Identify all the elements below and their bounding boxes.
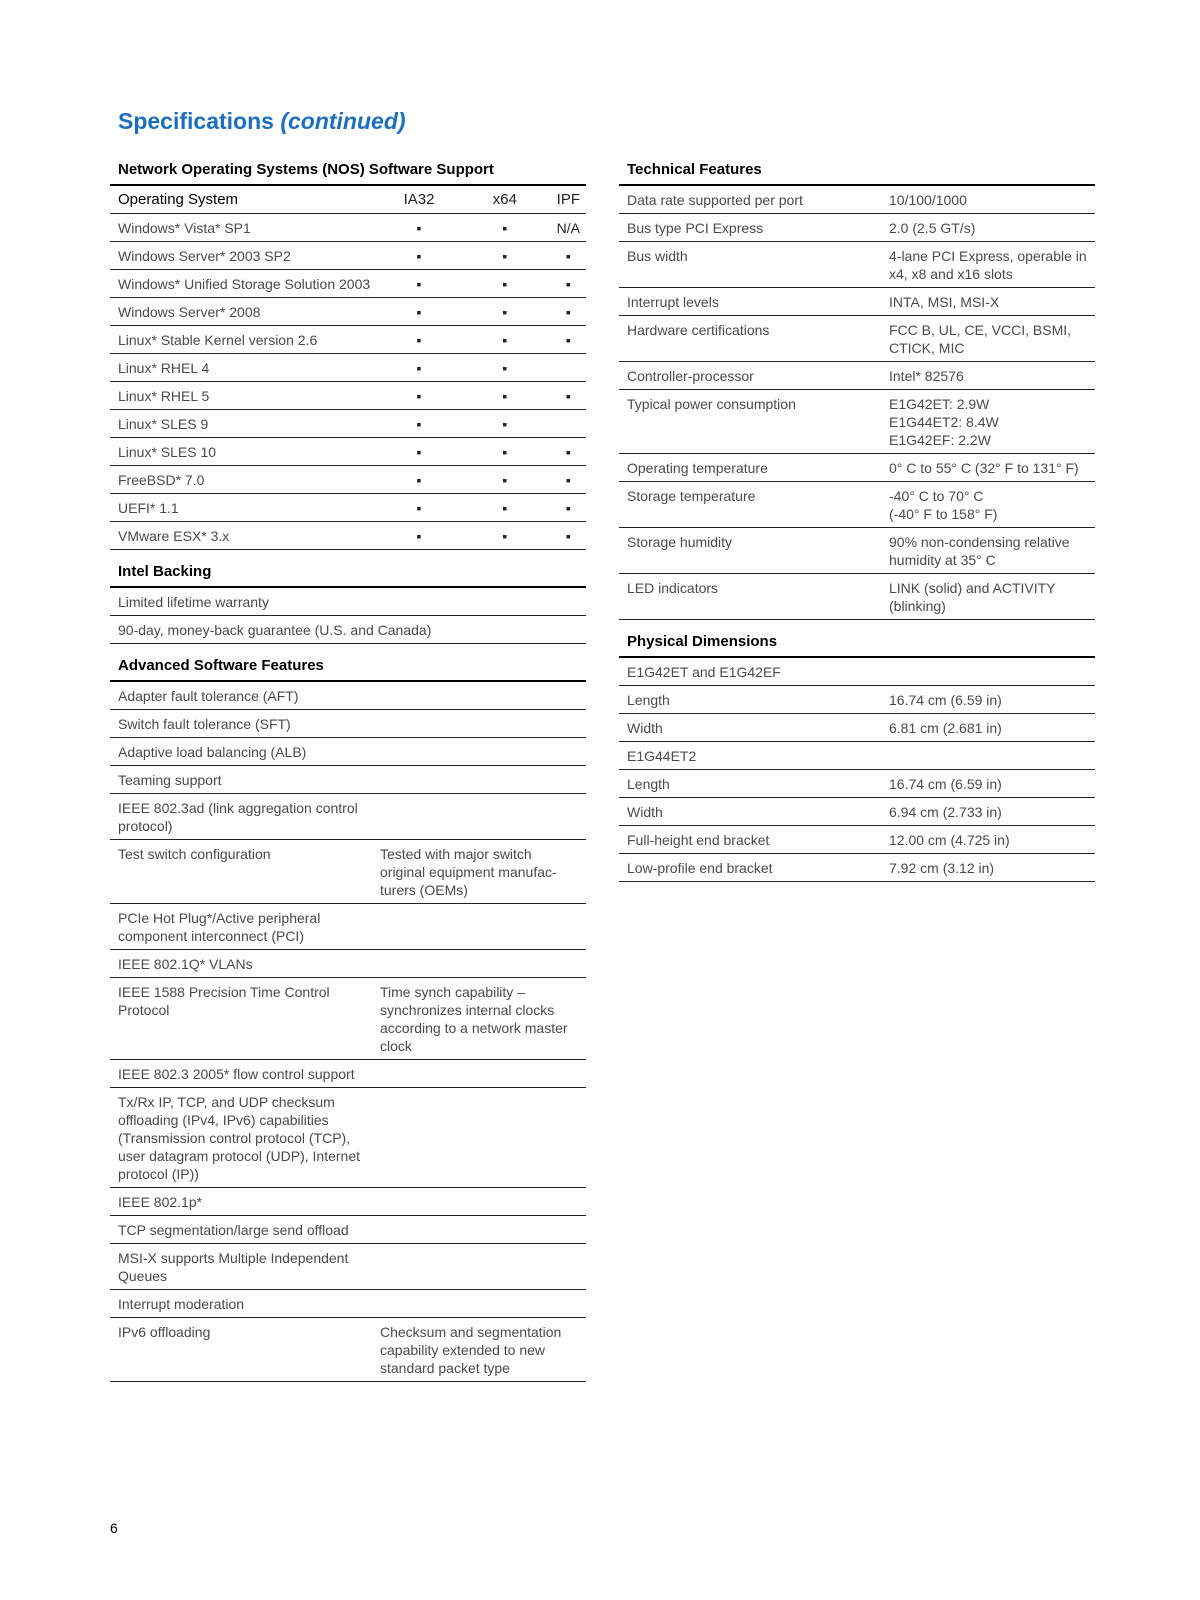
feature-note-cell [372, 1244, 586, 1290]
support-mark-cell: ▪ [377, 214, 459, 242]
dimension-value-cell [881, 658, 1095, 686]
spec-label-cell: Controller-processor [619, 362, 881, 390]
spec-value-cell: 10/100/1000 [881, 186, 1095, 214]
table-row [110, 1188, 586, 1216]
os-name-cell: Linux* RHEL 4 [110, 354, 377, 382]
feature-name-cell: Teaming support [110, 766, 372, 794]
dimension-label-cell: Low-profile end bracket [619, 854, 881, 882]
table-row [619, 214, 1095, 242]
spec-label-cell: Storage humidity [619, 528, 881, 574]
table-row [110, 738, 586, 766]
spec-value-cell: E1G42ET: 2.9W E1G44ET2: 8.4W E1G42EF: 2.2W [881, 390, 1095, 454]
support-mark-cell: ▪ [459, 410, 549, 438]
table-row [619, 770, 1095, 798]
table-row [110, 410, 586, 438]
spec-label-cell: Bus width [619, 242, 881, 288]
page-title-text: Specifications [118, 108, 274, 134]
table-row [110, 904, 586, 950]
table-row [619, 574, 1095, 620]
feature-name-cell: TCP segmentation/large send offload [110, 1216, 372, 1244]
support-mark-cell [549, 410, 586, 438]
support-mark-cell: ▪ [377, 326, 459, 354]
dimension-label-cell: Width [619, 798, 881, 826]
support-mark-cell [549, 354, 586, 382]
support-mark-cell: ▪ [459, 354, 549, 382]
feature-note-cell [372, 682, 586, 710]
support-mark-cell: ▪ [549, 270, 586, 298]
support-mark-cell: ▪ [549, 298, 586, 326]
table-row [110, 382, 586, 410]
nos-section-title: Network Operating Systems (NOS) Software Support [110, 160, 586, 186]
feature-note-cell: Time synch capability – synchronizes internal clocks according to a network master clock [372, 978, 586, 1060]
table-row [110, 1060, 586, 1088]
support-mark-cell: ▪ [459, 298, 549, 326]
feature-name-cell: Adaptive load balancing (ALB) [110, 738, 372, 766]
os-name-cell: Windows Server* 2003 SP2 [110, 242, 377, 270]
table-row [619, 316, 1095, 362]
support-mark-cell: ▪ [549, 382, 586, 410]
dimension-label-cell: Width [619, 714, 881, 742]
spec-label-cell: LED indicators [619, 574, 881, 620]
support-mark-cell: ▪ [459, 494, 549, 522]
support-mark-cell: ▪ [459, 242, 549, 270]
spec-value-cell: -40° C to 70° C (-40° F to 158° F) [881, 482, 1095, 528]
support-mark-cell: ▪ [459, 438, 549, 466]
spec-value-cell: INTA, MSI, MSI-X [881, 288, 1095, 316]
dimension-label-cell: Length [619, 770, 881, 798]
feature-name-cell: Adapter fault tolerance (AFT) [110, 682, 372, 710]
support-mark-cell: ▪ [377, 270, 459, 298]
table-row [110, 766, 586, 794]
table-row [110, 978, 586, 1060]
os-name-cell: Windows* Unified Storage Solution 2003 [110, 270, 377, 298]
table-row [110, 298, 586, 326]
table-row [110, 840, 586, 904]
table-row [110, 326, 586, 354]
feature-name-cell: IEEE 802.3 2005* flow control support [110, 1060, 372, 1088]
table-row [110, 1216, 586, 1244]
support-mark-cell: ▪ [459, 270, 549, 298]
table-row [110, 950, 586, 978]
advanced-software-table [110, 682, 586, 1382]
feature-name-cell: IEEE 1588 Precision Time Control Protocol [110, 978, 372, 1060]
support-mark-cell: ▪ [377, 466, 459, 494]
technical-features-title: Technical Features [619, 160, 1095, 186]
os-name-cell: Windows Server* 2008 [110, 298, 377, 326]
table-row [619, 686, 1095, 714]
spec-value-cell: 0° C to 55° C (32° F to 131° F) [881, 454, 1095, 482]
support-mark-cell: ▪ [549, 326, 586, 354]
dimension-label-cell: Full-height end bracket [619, 826, 881, 854]
nos-header-row [110, 186, 586, 214]
table-row [110, 354, 586, 382]
left-column [110, 160, 586, 1382]
spec-label-cell: Data rate supported per port [619, 186, 881, 214]
dimension-value-cell: 12.00 cm (4.725 in) [881, 826, 1095, 854]
table-row [110, 682, 586, 710]
feature-note-cell: Checksum and segmentation capability extended to new standard packet type [372, 1318, 586, 1382]
table-row [110, 466, 586, 494]
os-name-cell: Linux* RHEL 5 [110, 382, 377, 410]
advanced-software-title: Advanced Software Features [110, 656, 586, 682]
table-row [619, 742, 1095, 770]
support-mark-cell: ▪ [377, 494, 459, 522]
table-row [110, 214, 586, 242]
support-mark-cell: ▪ [377, 382, 459, 410]
spec-label-cell: Interrupt levels [619, 288, 881, 316]
nos-header-cell: IPF [549, 186, 586, 214]
table-row [110, 438, 586, 466]
support-mark-cell: ▪ [549, 522, 586, 550]
os-name-cell: Linux* Stable Kernel version 2.6 [110, 326, 377, 354]
nos-table [110, 186, 586, 550]
support-mark-cell: ▪ [377, 438, 459, 466]
table-row [110, 494, 586, 522]
support-mark-cell: ▪ [549, 438, 586, 466]
spec-value-cell: 4-lane PCI Express, operable in x4, x8 and x16 slots [881, 242, 1095, 288]
table-row [110, 242, 586, 270]
table-row [110, 270, 586, 298]
physical-dimensions-table [619, 658, 1095, 882]
feature-note-cell [372, 1060, 586, 1088]
table-row [110, 1244, 586, 1290]
table-row [110, 1318, 586, 1382]
page-number: 6 [110, 1520, 118, 1536]
spec-value-cell: 90% non-condensing relative humidity at 35° C [881, 528, 1095, 574]
feature-note-cell [372, 766, 586, 794]
dimension-label-cell: Length [619, 686, 881, 714]
table-row [619, 288, 1095, 316]
table-row [619, 390, 1095, 454]
support-mark-cell: ▪ [377, 298, 459, 326]
table-row [110, 710, 586, 738]
feature-note-cell [372, 738, 586, 766]
support-mark-cell: ▪ [549, 466, 586, 494]
table-row [619, 454, 1095, 482]
feature-name-cell: PCIe Hot Plug*/Active peripheral component interconnect (PCI) [110, 904, 372, 950]
os-name-cell: FreeBSD* 7.0 [110, 466, 377, 494]
page-title-continued: (continued) [280, 108, 406, 134]
spec-label-cell: Typical power consumption [619, 390, 881, 454]
feature-note-cell [372, 950, 586, 978]
feature-note-cell [372, 710, 586, 738]
table-row [619, 826, 1095, 854]
dimension-label-cell: E1G42ET and E1G42EF [619, 658, 881, 686]
table-row [110, 522, 586, 550]
spec-label-cell: Storage temperature [619, 482, 881, 528]
table-row [619, 186, 1095, 214]
feature-name-cell: Switch fault tolerance (SFT) [110, 710, 372, 738]
feature-name-cell: Tx/Rx IP, TCP, and UDP checksum offloading (IPv4, IPv6) capabilities (Transmission control protocol (TCP), user datagram protocol (UDP), Internet protocol (IP)) [110, 1088, 372, 1188]
table-row [110, 1290, 586, 1318]
feature-name-cell: IEEE 802.3ad (link aggregation control protocol) [110, 794, 372, 840]
feature-name-cell: Interrupt moderation [110, 1290, 372, 1318]
table-row [110, 588, 586, 616]
feature-note-cell [372, 1188, 586, 1216]
table-row [110, 794, 586, 840]
feature-name-cell: Test switch configuration [110, 840, 372, 904]
support-mark-cell: ▪ [459, 522, 549, 550]
table-row [619, 482, 1095, 528]
table-row [110, 1088, 586, 1188]
dimension-value-cell: 16.74 cm (6.59 in) [881, 686, 1095, 714]
table-row [110, 616, 586, 644]
support-mark-cell: ▪ [459, 326, 549, 354]
right-column [619, 160, 1095, 882]
backing-item-cell: 90-day, money-back guarantee (U.S. and Canada) [110, 616, 586, 644]
feature-note-cell [372, 904, 586, 950]
support-mark-cell: ▪ [459, 214, 549, 242]
technical-features-table [619, 186, 1095, 620]
dimension-value-cell: 7.92 cm (3.12 in) [881, 854, 1095, 882]
support-mark-cell: ▪ [459, 466, 549, 494]
physical-dimensions-title: Physical Dimensions [619, 632, 1095, 658]
spec-value-cell: 2.0 (2.5 GT/s) [881, 214, 1095, 242]
spec-value-cell: LINK (solid) and ACTIVITY (blinking) [881, 574, 1095, 620]
dimension-value-cell: 6.94 cm (2.733 in) [881, 798, 1095, 826]
support-mark-cell: N/A [549, 214, 586, 242]
spec-value-cell: FCC B, UL, CE, VCCI, BSMI, CTICK, MIC [881, 316, 1095, 362]
feature-note-cell [372, 794, 586, 840]
table-row [619, 362, 1095, 390]
nos-header-cell: x64 [459, 186, 549, 214]
table-row [619, 658, 1095, 686]
table-row [619, 798, 1095, 826]
os-name-cell: VMware ESX* 3.x [110, 522, 377, 550]
os-name-cell: Windows* Vista* SP1 [110, 214, 377, 242]
table-row [619, 242, 1095, 288]
os-name-cell: Linux* SLES 10 [110, 438, 377, 466]
support-mark-cell: ▪ [377, 522, 459, 550]
dimension-value-cell: 6.81 cm (2.681 in) [881, 714, 1095, 742]
intel-backing-title: Intel Backing [110, 562, 586, 588]
spec-label-cell: Operating temperature [619, 454, 881, 482]
table-row [619, 714, 1095, 742]
dimension-value-cell: 16.74 cm (6.59 in) [881, 770, 1095, 798]
support-mark-cell: ▪ [377, 410, 459, 438]
feature-name-cell: IEEE 802.1Q* VLANs [110, 950, 372, 978]
intel-backing-table [110, 588, 586, 644]
spec-label-cell: Bus type PCI Express [619, 214, 881, 242]
spec-value-cell: Intel* 82576 [881, 362, 1095, 390]
table-row [619, 854, 1095, 882]
dimension-value-cell [881, 742, 1095, 770]
support-mark-cell: ▪ [549, 242, 586, 270]
support-mark-cell: ▪ [377, 242, 459, 270]
feature-name-cell: IPv6 offloading [110, 1318, 372, 1382]
feature-name-cell: MSI-X supports Multiple Independent Queues [110, 1244, 372, 1290]
spec-label-cell: Hardware certifications [619, 316, 881, 362]
page-title [118, 108, 406, 135]
support-mark-cell: ▪ [377, 354, 459, 382]
feature-note-cell [372, 1088, 586, 1188]
feature-note-cell [372, 1290, 586, 1318]
feature-note-cell [372, 1216, 586, 1244]
backing-item-cell: Limited lifetime warranty [110, 588, 586, 616]
support-mark-cell: ▪ [549, 494, 586, 522]
feature-name-cell: IEEE 802.1p* [110, 1188, 372, 1216]
os-name-cell: UEFI* 1.1 [110, 494, 377, 522]
feature-note-cell: Tested with major switch original equipment manufac-turers (OEMs) [372, 840, 586, 904]
nos-header-cell: IA32 [377, 186, 459, 214]
dimension-label-cell: E1G44ET2 [619, 742, 881, 770]
support-mark-cell: ▪ [459, 382, 549, 410]
os-name-cell: Linux* SLES 9 [110, 410, 377, 438]
nos-header-cell: Operating System [110, 186, 377, 214]
table-row [619, 528, 1095, 574]
